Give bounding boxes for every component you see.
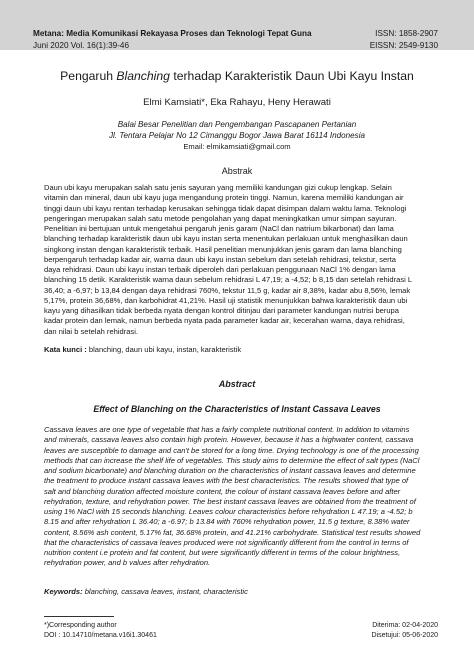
abstrak-line: blanching terhadap karakteristik daun ubi kayu instan serta menentukan perlakuan untuk menghasilkan daun	[44, 234, 408, 244]
abstract-line: 8.15 and after rehydration L 36.40; a -6.97; b 13.84 with 760% rehydration power, 11.5 g texture, 8.38% water	[44, 517, 410, 527]
abstrak-line: daya rehidrasi. Daun ubi kayu instan terbaik diperoleh dari perlakuan penggunaan NaCl 1% dengan lama	[44, 265, 396, 274]
keywords-label: Keywords:	[44, 587, 83, 596]
abstrak-line: pengeringan merupakan salah satu metode pengolahan yang dapat meningkatkan umur simpan sayuran.	[44, 213, 397, 223]
received-date: Diterima: 02-04-2020	[372, 622, 438, 629]
abstrak-heading: Abstrak	[221, 166, 253, 176]
accepted-date: Disetujui: 05-06-2020	[371, 631, 438, 639]
abstract-line: the treatment to produce instant cassava leaves with the best characteristics. The results showed that type of	[44, 476, 409, 486]
abstract-line: that the characteristics of cassava leaves produced were not significantly different from the control in terms of	[44, 537, 409, 547]
header-left	[33, 28, 312, 51]
abstract-line: nutrition content i.e protein and fat content, but were significantly different in terms of the colour brightness,	[44, 548, 401, 557]
kata-kunci-values: blanching, daun ubi kayu, instan, karakteristik	[86, 345, 242, 354]
abstrak-line: vitamin dan mineral, daun ubi kayu juga mengandung protein tinggi. Namun, karena memiliki kandungan air	[44, 193, 404, 203]
abstract-line: leaves are susceptible to damage and can't be stored for a long time. Drying technology is one of the processing	[44, 445, 419, 455]
abstrak-body	[44, 183, 437, 337]
abstract-title: Effect of Blanching on the Characteristics of Instant Cassava Leaves	[93, 404, 381, 414]
abstract-line: and sodium bicarbonate) and blanching duration on the characteristics of instant cassava leaves and determine	[44, 466, 416, 475]
keywords-values: blanching, cassava leaves, instant, characteristic	[82, 587, 248, 596]
abstract-line: salt and blanching duration affected moisture content, the colour of instant cassava leaves before and after	[44, 486, 401, 496]
authors: Elmi Kamsiati*, Eka Rahayu, Heny Herawati	[143, 97, 331, 108]
issue-info: Juni 2020 Vol. 16(1):39-46	[33, 40, 130, 50]
footer-right	[371, 621, 438, 640]
abstract-line: using 1% NaCl with 15 seconds blanching. Leaves colour characteristics before rehydration L 47.19; a -4.52; b	[44, 507, 413, 516]
abstrak-line: berpengaruh terhadap kadar air, warna daun ubi kayu instan sebelum dan setelah rehidrasi, tekstur, serta	[44, 254, 396, 264]
abstrak-line: kayu yang dihasilkan tidak berbeda nyata dengan kontrol ditinjau dari parameter kandungan nutrisi berupa	[44, 306, 399, 315]
title-prefix: Pengaruh	[60, 69, 117, 83]
issn: ISSN: 1858-2907	[375, 29, 438, 38]
abstract-line: and minerals, cassava leaves also contain high protein. However, because it has a highwater content, cassava	[44, 435, 414, 445]
abstract-line: Cassava leaves are one type of vegetable that has a fairly complete nutritional content. In addition to vitamins	[44, 425, 410, 434]
abstrak-line: singkong instan dengan karakteristik terbaik. Hasil penelitian menunjukkan jenis garam dan lama blanching	[44, 244, 402, 254]
paper-title	[0, 69, 474, 83]
kata-kunci	[44, 345, 437, 355]
abstract-heading: Abstract	[218, 379, 256, 389]
abstrak-line: tinggi daun ubi kayu rentan terhadap kerusakan sehingga tidak dapat disimpan dalam waktu lama. Teknologi	[44, 203, 407, 213]
corresponding-author: *)Corresponding author	[44, 622, 117, 629]
doi: DOI : 10.14710/metana.v16i1.30461	[44, 631, 157, 639]
kata-kunci-label: Kata kunci :	[44, 345, 87, 354]
abstrak-line: Daun ubi kayu merupakan salah satu jenis sayuran yang memiliki kandungan gizi cukup lengkap. Selain	[44, 183, 392, 192]
footer-left	[44, 621, 157, 640]
eissn: EISSN: 2549-9130	[369, 40, 438, 50]
affiliation-line-2: Jl. Tentara Pelajar No 12 Cimanggu Bogor Jawa Barat 16114 Indonesia	[108, 131, 365, 140]
title-suffix: terhadap Karakteristik Daun Ubi Kayu Instan	[169, 69, 414, 83]
abstrak-line: 36,40; a -6,97; b 13,84 dengan daya rehidrasi 760%, tekstur 11,5 g, kadar air 8,38%, kadar abu 8,56%, lemak	[44, 285, 411, 295]
abstrak-line: blanching 15 detik. Karakteristik warna daun sebelum rehidrasi L 47,19; a -4,52; b 8,15 dan setelah rehidrasi L	[44, 275, 413, 285]
abstrak-line: 5,17%, protein 36,68%, dan karbohidrat 41,21%. Hasil uji statistik menunjukkan bahwa karakteristik daun ubi	[44, 295, 408, 305]
abstrak-line: Penelitian ini bertujuan untuk mengetahui pengaruh jenis garam (NaCl dan natrium bikarbonat) dan lama	[44, 224, 394, 233]
title-italic: Blanching	[116, 69, 170, 83]
affiliation-line-1: Balai Besar Penelitian dan Pengembangan Pascapanen Pertanian	[117, 120, 357, 129]
email: Email: elmikamsiati@gmail.com	[183, 142, 291, 151]
abstract-line: content, 8.56% ash content, 5.17% fat, 36.68% protein, and 41.21% carbohydrate. Statistical test results showed	[44, 527, 421, 537]
abstract-line: methods that can increase the shelf life of vegetables. This study aims to determine the effect of salt types (NaCl	[44, 455, 420, 465]
affiliation	[0, 119, 474, 141]
journal-name: Metana: Media Komunikasi Rekayasa Proses dan Teknologi Tepat Guna	[33, 29, 312, 38]
footnote-rule	[44, 616, 114, 617]
abstract-line: rehydration power, and b values after rehydration.	[44, 558, 211, 568]
abstract-body	[44, 425, 437, 569]
abstrak-line: dan nilai b setelah rehidrasi.	[44, 326, 138, 336]
header-right	[370, 28, 438, 51]
abstract-line: rehydration, texture, and rehydration power. The best instant cassava leaves are obtained from the treatment of	[44, 496, 416, 506]
abstrak-line: kadar protein dan lemak, namun berbeda nyata pada parameter kadar air, kecerahan warna, daya rehidrasi,	[44, 316, 405, 326]
keywords	[44, 587, 437, 597]
